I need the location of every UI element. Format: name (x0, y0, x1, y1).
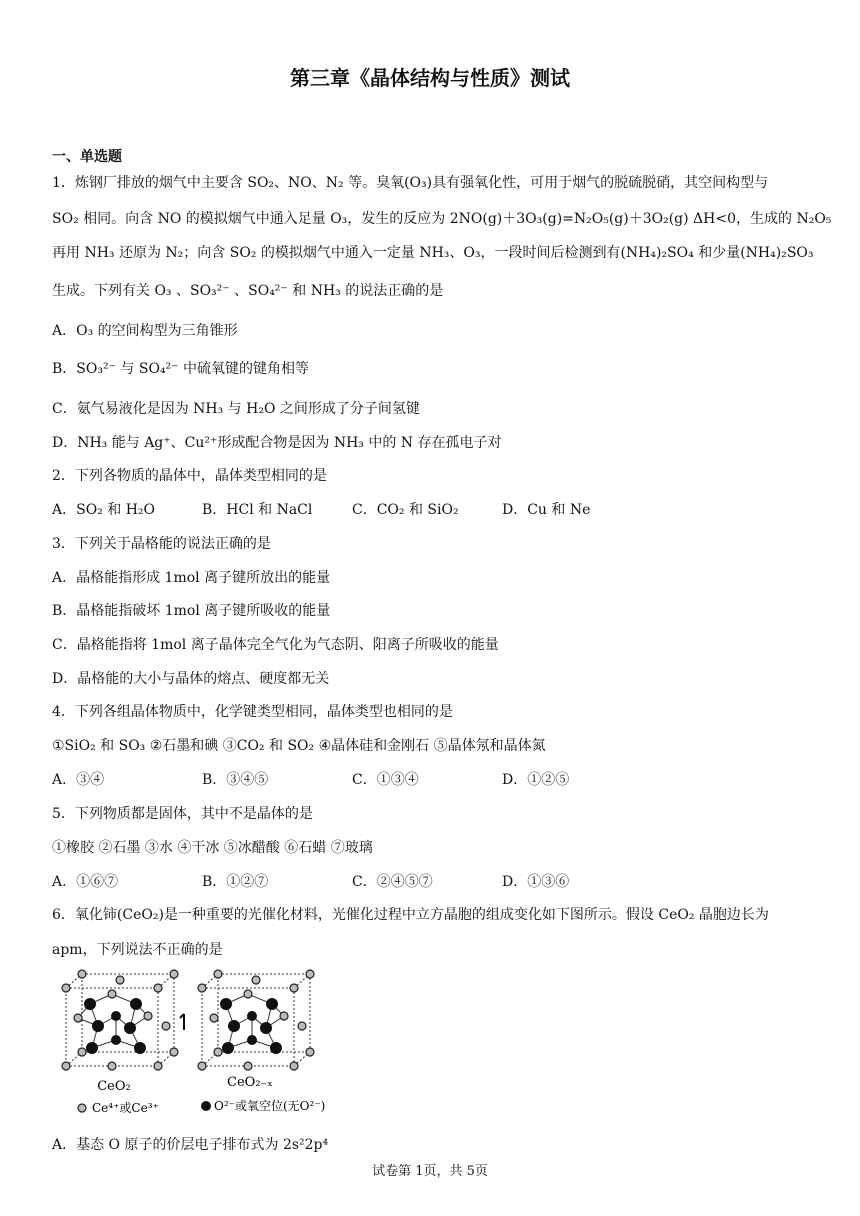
page-footer: 试卷第 1页，共 5页 (372, 1164, 488, 1179)
fig-label-ceo2: CeO₂ (97, 1079, 131, 1094)
section-heading: 一、单选题 (52, 149, 122, 165)
ceo2-anions (84, 998, 146, 1054)
crystal-cell-figure (52, 966, 352, 1126)
q5-option-d: D．①③⑥ (502, 874, 570, 890)
fig-label-ceo2-x: CeO₂₋ₓ (227, 1075, 273, 1090)
q4-items: ①SiO₂ 和 SO₃ ②石墨和碘 ③CO₂ 和 SO₂ ④晶体硅和金刚石 ⑤晶体氖和晶体氮 (52, 738, 546, 754)
q6-option-a: A．基态 O 原子的价层电子排布式为 2s²2p⁴ (52, 1137, 329, 1153)
q4-option-a: A．③④ (52, 772, 105, 788)
legend-cation: Ce⁴⁺或Ce³⁺ (92, 1101, 159, 1115)
q4-option-b: B．③④⑤ (202, 772, 269, 788)
cation-legend-icon (78, 1104, 86, 1112)
page-title: 第三章《晶体结构与性质》测试 (290, 66, 570, 90)
q5-option-c: C．②④⑤⑦ (352, 874, 433, 890)
q4-option-d: D．①②⑤ (502, 772, 570, 788)
q6-stem-line-1: 6．氧化铈(CeO₂)是一种重要的光催化材料，光催化过程中立方晶胞的组成变化如下图所示。假设 CeO₂ 晶胞边长为 (52, 907, 769, 923)
q5-option-b: B．①②⑦ (202, 874, 269, 890)
q1-option-c: C．氨气易液化是因为 NH₃ 与 H₂O 之间形成了分子间氢键 (52, 401, 420, 417)
q1-stem-line-1: 1．炼钢厂排放的烟气中主要含 SO₂、NO、N₂ 等。臭氧(O₃)具有强氧化性，可用于烟气的脱硫脱硝，其空间构型与 (52, 175, 769, 191)
q1-option-a: A．O₃ 的空间构型为三角锥形 (52, 323, 238, 339)
q3-option-a: A．晶格能指形成 1mol 离子键所放出的能量 (52, 570, 331, 586)
q2-option-d: D．Cu 和 Ne (502, 502, 591, 518)
q4-stem: 4．下列各组晶体物质中，化学键类型相同，晶体类型也相同的是 (52, 704, 453, 720)
q3-option-c: C．晶格能指将 1mol 离子晶体完全气化为气态阴、阳离子所吸收的能量 (52, 637, 499, 653)
legend-anion: O²⁻或氧空位(无O²⁻) (214, 1099, 326, 1113)
q6-stem-line-2: apm，下列说法不正确的是 (52, 942, 223, 958)
q2-option-a: A．SO₂ 和 H₂O (52, 502, 155, 518)
q1-option-d: D．NH₃ 能与 Ag⁺、Cu²⁺形成配合物是因为 NH₃ 中的 N 存在孤电子对 (52, 435, 502, 451)
q3-option-b: B．晶格能指破坏 1mol 离子键所吸收的能量 (52, 603, 331, 619)
q3-option-d: D．晶格能的大小与晶体的熔点、硬度都无关 (52, 671, 330, 687)
q1-stem-line-2: SO₂ 相同。向含 NO 的模拟烟气中通入足量 O₃，发生的反应为 2NO(g)＋3O₃(g)=N₂O₅(g)＋3O₂(g) ΔH<0，生成的 N₂O₅ (52, 211, 832, 227)
q1-stem-line-4: 生成。下列有关 O₃ 、SO₃²⁻ 、SO₄²⁻ 和 NH₃ 的说法正确的是 (52, 283, 444, 299)
q2-stem: 2．下列各物质的晶体中，晶体类型相同的是 (52, 468, 327, 484)
q5-items: ①橡胶 ②石墨 ③水 ④干冰 ⑤冰醋酸 ⑥石蜡 ⑦玻璃 (52, 840, 373, 856)
q5-stem: 5．下列物质都是固体，其中不是晶体的是 (52, 806, 313, 822)
q1-stem-line-3: 再用 NH₃ 还原为 N₂；向含 SO₂ 的模拟烟气中通入一定量 NH₃、O₃，一段时间后检测到有(NH₄)₂SO₄ 和少量(NH₄)₂SO₃ (52, 245, 814, 261)
q1-option-b: B．SO₃²⁻ 与 SO₄²⁻ 中硫氧键的键角相等 (52, 361, 310, 377)
q2-option-c: C．CO₂ 和 SiO₂ (352, 502, 459, 518)
transform-arrow (180, 1014, 184, 1030)
q4-option-c: C．①③④ (352, 772, 419, 788)
q3-stem: 3．下列关于晶格能的说法正确的是 (52, 536, 271, 552)
ceo2-x-anions (220, 998, 282, 1054)
anion-legend-icon (201, 1101, 211, 1111)
q2-option-b: B．HCl 和 NaCl (202, 502, 313, 518)
crystal-cell-diagram (52, 966, 352, 1126)
q5-option-a: A．①⑥⑦ (52, 874, 119, 890)
